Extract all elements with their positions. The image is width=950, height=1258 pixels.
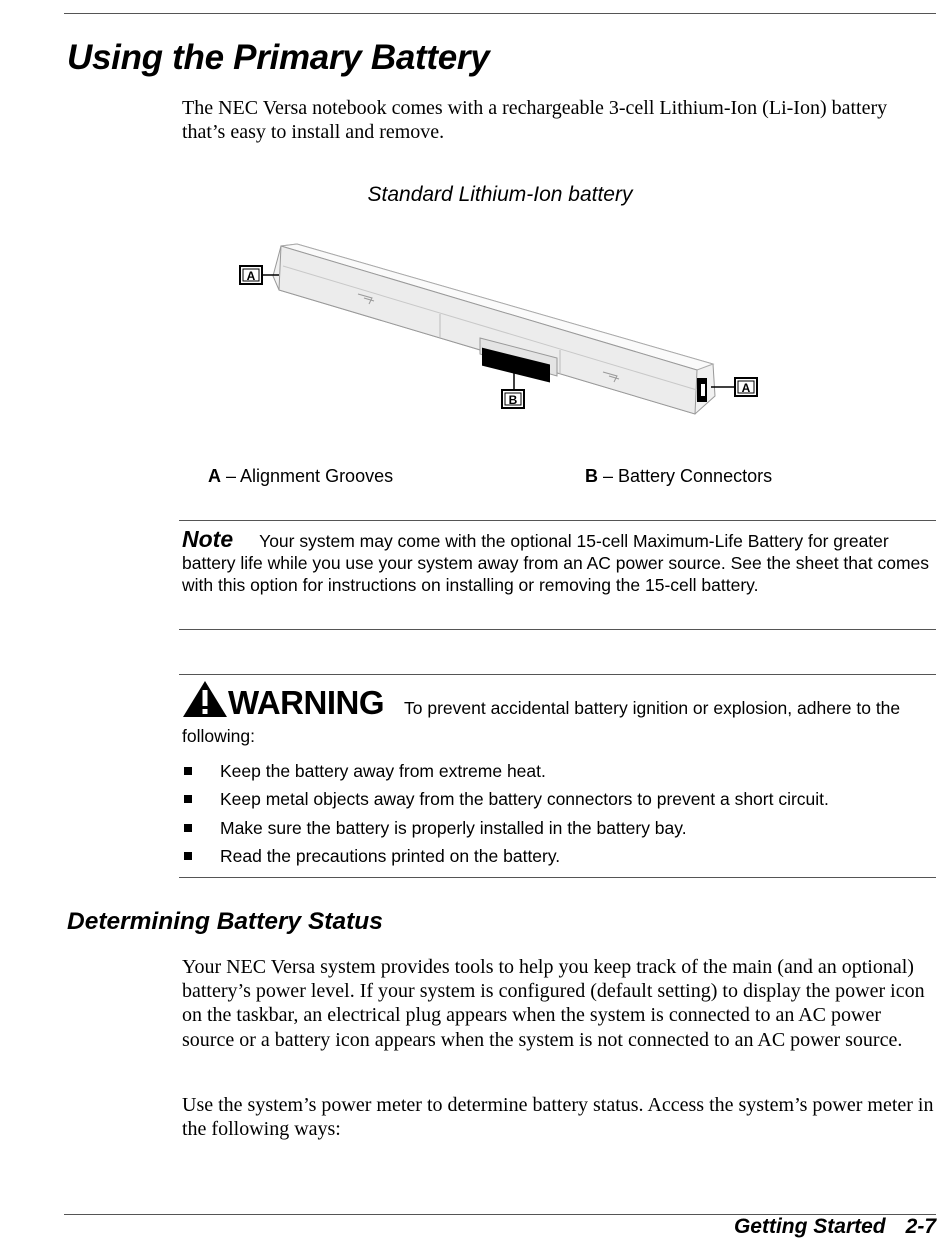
bullet-icon <box>184 767 192 775</box>
svg-text:A: A <box>246 269 256 283</box>
list-item-text: Keep metal objects away from the battery connectors to prevent a short circuit. <box>220 789 829 810</box>
section-heading: Determining Battery Status <box>67 908 383 935</box>
figure-title: Standard Lithium-Ion battery <box>367 183 633 206</box>
warning-top-rule <box>179 674 936 675</box>
legend-item-b <box>585 466 772 487</box>
list-item <box>182 844 932 872</box>
note-label: Note <box>182 526 234 552</box>
list-item <box>182 759 932 787</box>
list-item-text: Keep the battery away from extreme heat. <box>220 761 546 781</box>
legend-key-a: A <box>208 466 221 486</box>
page-footer <box>734 1215 936 1239</box>
legend-key-b: B <box>585 466 598 486</box>
note-top-rule <box>179 520 936 521</box>
callout-a-right <box>711 378 757 396</box>
list-item-text: Read the precautions printed on the battery. <box>220 845 561 866</box>
list-item <box>182 787 932 815</box>
warning-triangle-icon <box>182 680 228 724</box>
battery-illustration <box>235 236 765 416</box>
bullet-icon <box>184 824 192 832</box>
page-number: 2-7 <box>905 1215 936 1238</box>
body-paragraph: Your NEC Versa system provides tools to help you keep track of the main (and an optional) battery’s power level. If your system is configured (default setting) to display the power icon on the taskbar, an electrical plug appears when the system is connected to an AC power source or a battery icon appears when the system is not connected to an AC power source. <box>182 956 925 1051</box>
callout-a-left <box>240 266 279 284</box>
footer-chapter: Getting Started <box>733 1215 886 1238</box>
warning-bottom-rule <box>179 877 936 878</box>
warning-block <box>182 680 932 748</box>
svg-text:A: A <box>741 381 751 395</box>
legend-text-a: – Alignment Grooves <box>221 466 394 486</box>
svg-text:B: B <box>508 393 518 407</box>
legend-text-b: – Battery Connectors <box>598 466 773 486</box>
page-title: Using the Primary Battery <box>67 38 490 77</box>
note-block <box>182 528 932 596</box>
body-paragraph: Use the system’s power meter to determine battery status. Access the system’s power meter in the following ways: <box>182 1094 934 1141</box>
warning-label: WARNING <box>228 684 384 721</box>
warning-text: To prevent accidental battery ignition or explosion, adhere to the following: <box>182 698 901 746</box>
bullet-icon <box>184 795 192 803</box>
note-text: Your system may come with the optional 15-cell Maximum-Life Battery for greater battery life while you use your system away from an AC power source. See the sheet that comes with this option for instructions on installing or removing the 15-cell battery. <box>182 531 930 595</box>
warning-list <box>182 759 932 872</box>
top-rule <box>64 13 936 14</box>
list-item-text: Make sure the battery is properly installed in the battery bay. <box>220 817 687 838</box>
bullet-icon <box>184 852 192 860</box>
list-item <box>182 816 932 844</box>
legend-item-a <box>208 466 393 487</box>
intro-paragraph: The NEC Versa notebook comes with a rechargeable 3-cell Lithium-Ion (Li-Ion) battery that’s easy to install and remove. <box>182 97 888 143</box>
note-bottom-rule <box>179 629 936 630</box>
